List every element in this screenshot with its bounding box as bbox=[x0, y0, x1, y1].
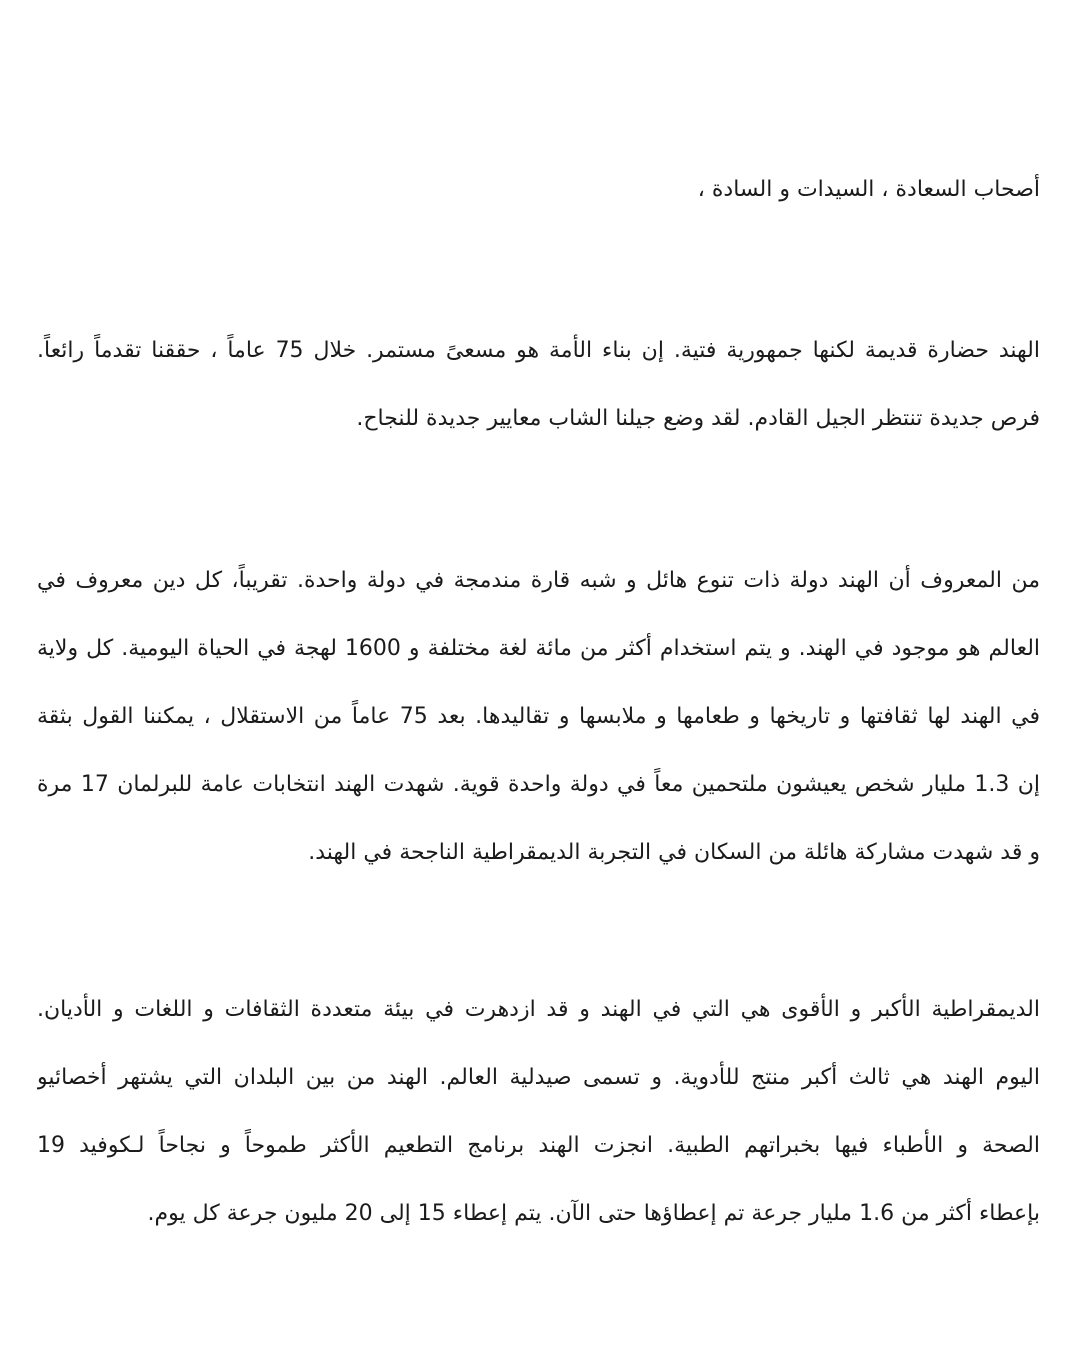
text-line: إن 1.3 مليار شخص يعيشون ملتحمين معاً في دولة واحدة قوية. شهدت الهند انتخابات عامة للبرلمان 17 مرة bbox=[37, 772, 1040, 797]
text-line: اليوم الهند هي ثالث أكبر منتج للأدوية. و تسمى صيدلية العالم. الهند من بين البلدان التي يشتهر أخصائيو bbox=[37, 1065, 1040, 1090]
text-line: الهند حضارة قديمة لكنها جمهورية فتية. إن بناء الأمة هو مسعىً مستمر. خلال 75 عاماً ، حققنا تقدماً رائعاً. bbox=[37, 338, 1040, 363]
paragraph-democracy-health bbox=[37, 976, 1040, 1248]
salutation-line: أصحاب السعادة ، السيدات و السادة ، bbox=[697, 177, 1040, 202]
text-line: الصحة و الأطباء فيها بخبراتهم الطبية. انجزت الهند برنامج التطعيم الأكثر طموحاً و نجاحاً لـكوفيد 19 bbox=[37, 1133, 1040, 1158]
text-line: و قد شهدت مشاركة هائلة من السكان في التجربة الديمقراطية الناجحة في الهند. bbox=[308, 840, 1040, 865]
text-line: في الهند لها ثقافتها و تاريخها و طعامها و ملابسها و تقاليدها. بعد 75 عاماً من الاستقلال ، يمكننا القول بثقة bbox=[37, 704, 1040, 729]
salutation-block bbox=[37, 156, 1040, 224]
paragraph-intro bbox=[37, 317, 1040, 453]
paragraph-diversity bbox=[37, 547, 1040, 887]
text-line: العالم هو موجود في الهند. و يتم استخدام أكثر من مائة لغة مختلفة و 1600 لهجة في الحياة اليومية. كل ولاية bbox=[37, 636, 1040, 661]
text-line: الديمقراطية الأكبر و الأقوى هي التي في الهند و قد ازدهرت في بيئة متعددة الثقافات و اللغات و الأديان. bbox=[37, 997, 1040, 1022]
text-line: من المعروف أن الهند دولة ذات تنوع هائل و شبه قارة مندمجة في دولة واحدة. تقريباً، كل دين معروف في bbox=[37, 568, 1040, 593]
text-line: بإعطاء أكثر من 1.6 مليار جرعة تم إعطاؤها حتى الآن. يتم إعطاء 15 إلى 20 مليون جرعة كل يوم. bbox=[147, 1201, 1040, 1226]
text-line: فرص جديدة تنتظر الجيل القادم. لقد وضع جيلنا الشاب معايير جديدة للنجاح. bbox=[356, 406, 1040, 431]
